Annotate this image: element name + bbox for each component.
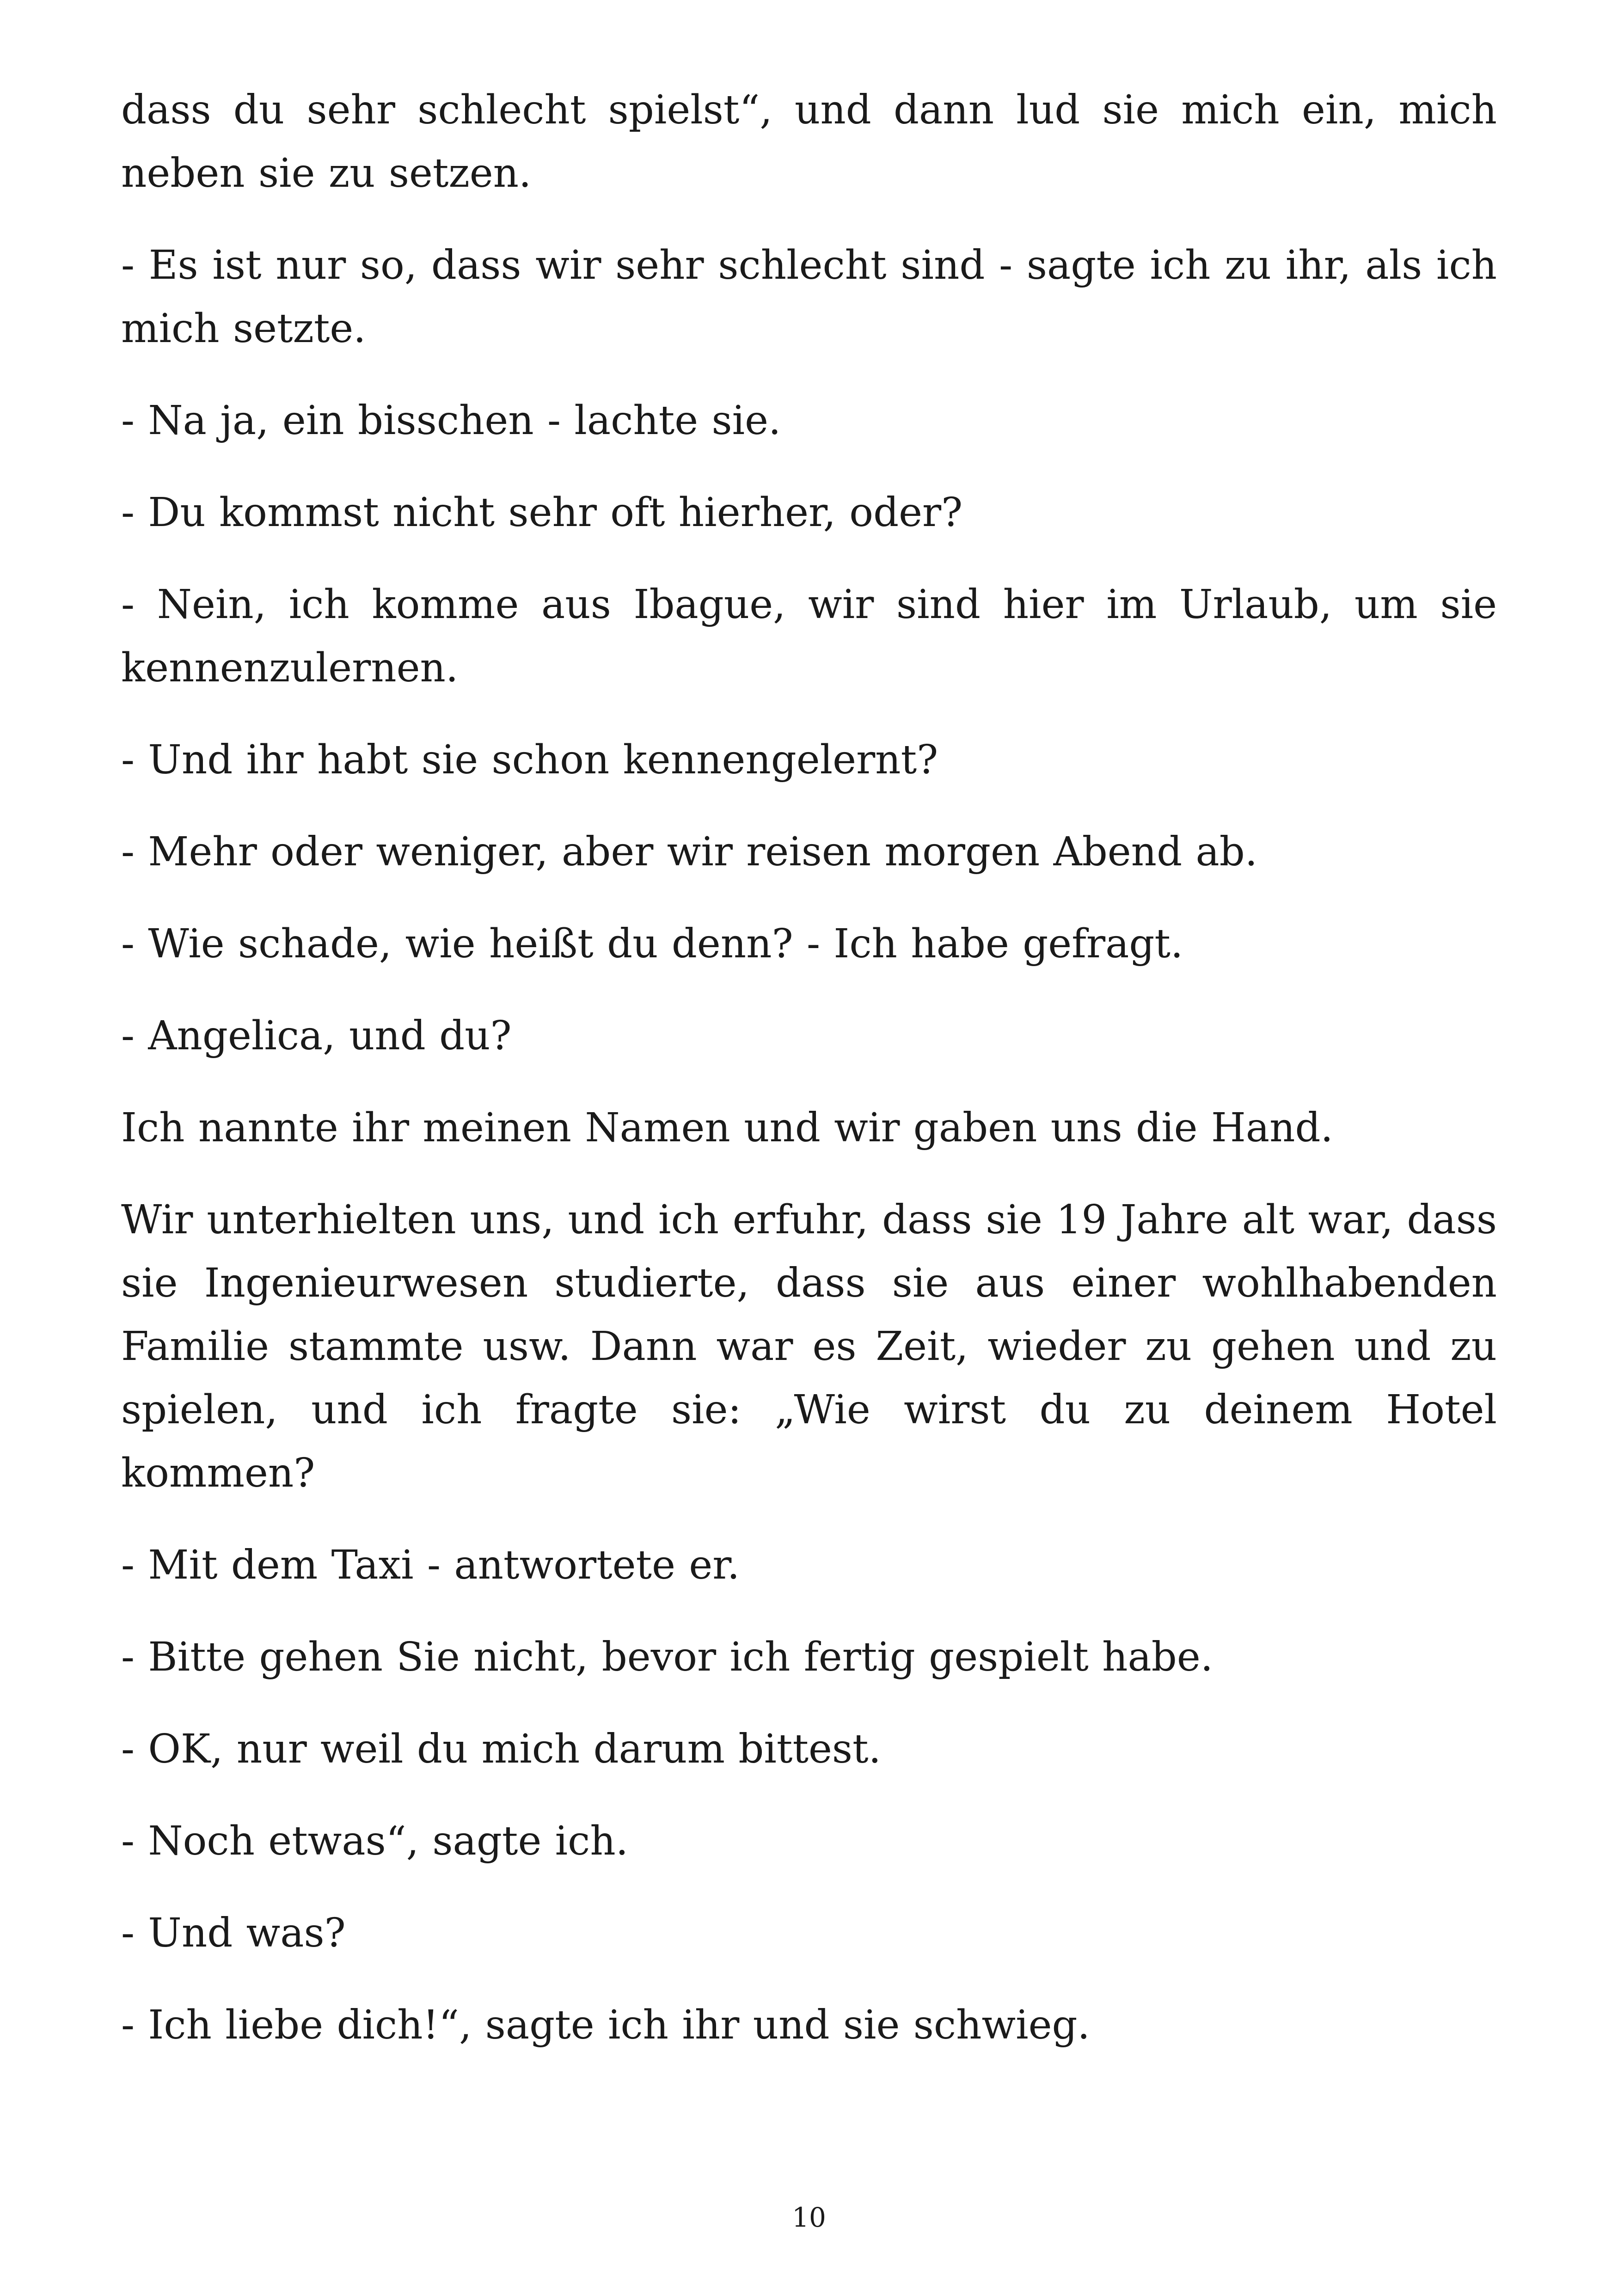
- paragraph: - Mehr oder weniger, aber wir reisen morgen Abend ab.: [121, 829, 1258, 875]
- paragraph: - Na ja, ein bisschen - lachte sie.: [121, 398, 781, 444]
- paragraph: - Ich liebe dich!“, sagte ich ihr und sie schwieg.: [121, 2002, 1090, 2048]
- page-body: [121, 79, 1497, 2086]
- paragraph: - Und was?: [121, 1910, 346, 1956]
- paragraph: - Du kommst nicht sehr oft hierher, oder?: [121, 490, 963, 536]
- paragraph: Wir unterhielten uns, und ich erfuhr, dass sie 19 Jahre alt war, dass sie Ingenieurwesen studierte, dass sie aus einer wohlhabenden Familie stammte usw. Dann war es Zeit, wieder zu gehen und zu spielen, und ich fragte sie: „Wie wirst du zu deinem Hotel kommen?: [121, 1197, 1497, 1496]
- paragraph: dass du sehr schlecht spielst“, und dann lud sie mich ein, mich neben sie zu setzen.: [121, 87, 1497, 196]
- paragraph: - Bitte gehen Sie nicht, bevor ich fertig gespielt habe.: [121, 1634, 1214, 1680]
- paragraph: - Und ihr habt sie schon kennengelernt?: [121, 737, 938, 783]
- page-number: 10: [792, 2202, 826, 2233]
- paragraph: - Mit dem Taxi - antwortete er.: [121, 1542, 740, 1588]
- paragraph: - Noch etwas“, sagte ich.: [121, 1818, 629, 1864]
- paragraph: - Wie schade, wie heißt du denn? - Ich habe gefragt.: [121, 921, 1183, 967]
- paragraph: - Es ist nur so, dass wir sehr schlecht sind - sagte ich zu ihr, als ich mich setzte.: [121, 242, 1497, 352]
- paragraph: - OK, nur weil du mich darum bittest.: [121, 1726, 881, 1772]
- paragraph: Ich nannte ihr meinen Namen und wir gaben uns die Hand.: [121, 1105, 1333, 1151]
- paragraph: - Nein, ich komme aus Ibague, wir sind hier im Urlaub, um sie kennenzulernen.: [121, 582, 1497, 691]
- paragraph: - Angelica, und du?: [121, 1013, 512, 1059]
